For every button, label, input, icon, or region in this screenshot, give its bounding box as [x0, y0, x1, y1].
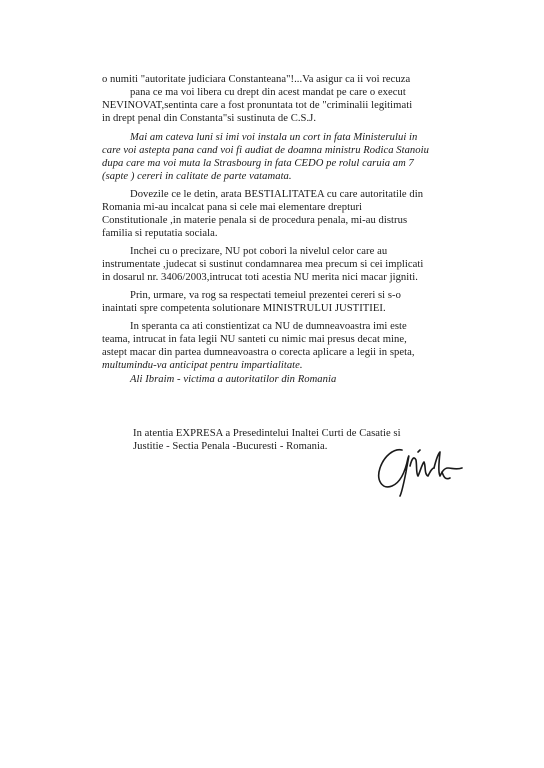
text-line: inaintati spre competenta solutionare MINISTRULUI JUSTITIEI. — [102, 303, 386, 314]
text-line: dupa care ma voi muta la Strasbourg in fata CEDO pe rolul caruia am 7 — [102, 158, 414, 169]
text-line: Dovezile ce le detin, arata BESTIALITATEA cu care autoritatile din — [130, 189, 424, 200]
author-line: Ali Ibraim - victima a autoritatilor din Romania — [130, 374, 337, 385]
text-line: astept macar din partea dumneavoastra o corecta aplicare a legii in speta, — [102, 347, 415, 358]
text-line: care voi astepta pana cand voi fi audiat de doamna ministru Rodica Stanoiu — [102, 145, 429, 156]
text-line: Romania mi-au incalcat pana si cele mai elementare drepturi — [102, 202, 363, 213]
address-line: In atentia EXPRESA a Presedintelui Inaltei Curti de Casatie si — [133, 428, 401, 439]
text-line: Mai am cateva luni si imi voi instala un cort in fata Ministerului in — [130, 132, 418, 143]
text-line: (sapte ) cereri in calitate de parte vatamata. — [102, 171, 292, 182]
text-line: o numiti "autoritate judiciara Constanteana"!...Va asigur ca ii voi recuza — [102, 74, 411, 85]
handwritten-signature — [372, 438, 468, 500]
text-line: multumindu-va anticipat pentru impartialitate. — [102, 360, 303, 371]
text-line: Prin, urmare, va rog sa respectati temeiul prezentei cereri si s-o — [130, 290, 401, 301]
text-line: instrumentate ,judecat si sustinut condamnarea mea precum si cei implicati — [102, 259, 424, 270]
text-line: In speranta ca ati constientizat ca NU de dumneavoastra imi este — [130, 321, 407, 332]
text-line: pana ce ma voi libera cu drept din acest mandat pe care o execut — [130, 87, 406, 98]
address-line: Justitie - Sectia Penala -Bucuresti - Romania. — [133, 441, 328, 452]
text-line: Inchei cu o precizare, NU pot cobori la nivelul celor care au — [130, 246, 388, 257]
text-line: teama, intrucat in fata legii NU santeti cu nimic mai presus decat mine, — [102, 334, 407, 345]
text-line: NEVINOVAT,sentinta care a fost pronuntata tot de "criminalii legitimati — [102, 100, 413, 111]
text-line: familia si reputatia sociala. — [102, 228, 218, 239]
text-line: in drept penal din Constanta"si sustinuta de C.S.J. — [102, 113, 317, 124]
text-line: Constitutionale ,in materie penala si de procedura penala, mi-au distrus — [102, 215, 408, 226]
text-line: in dosarul nr. 3406/2003,intrucat toti acestia NU merita nici macar jigniti. — [102, 272, 418, 283]
